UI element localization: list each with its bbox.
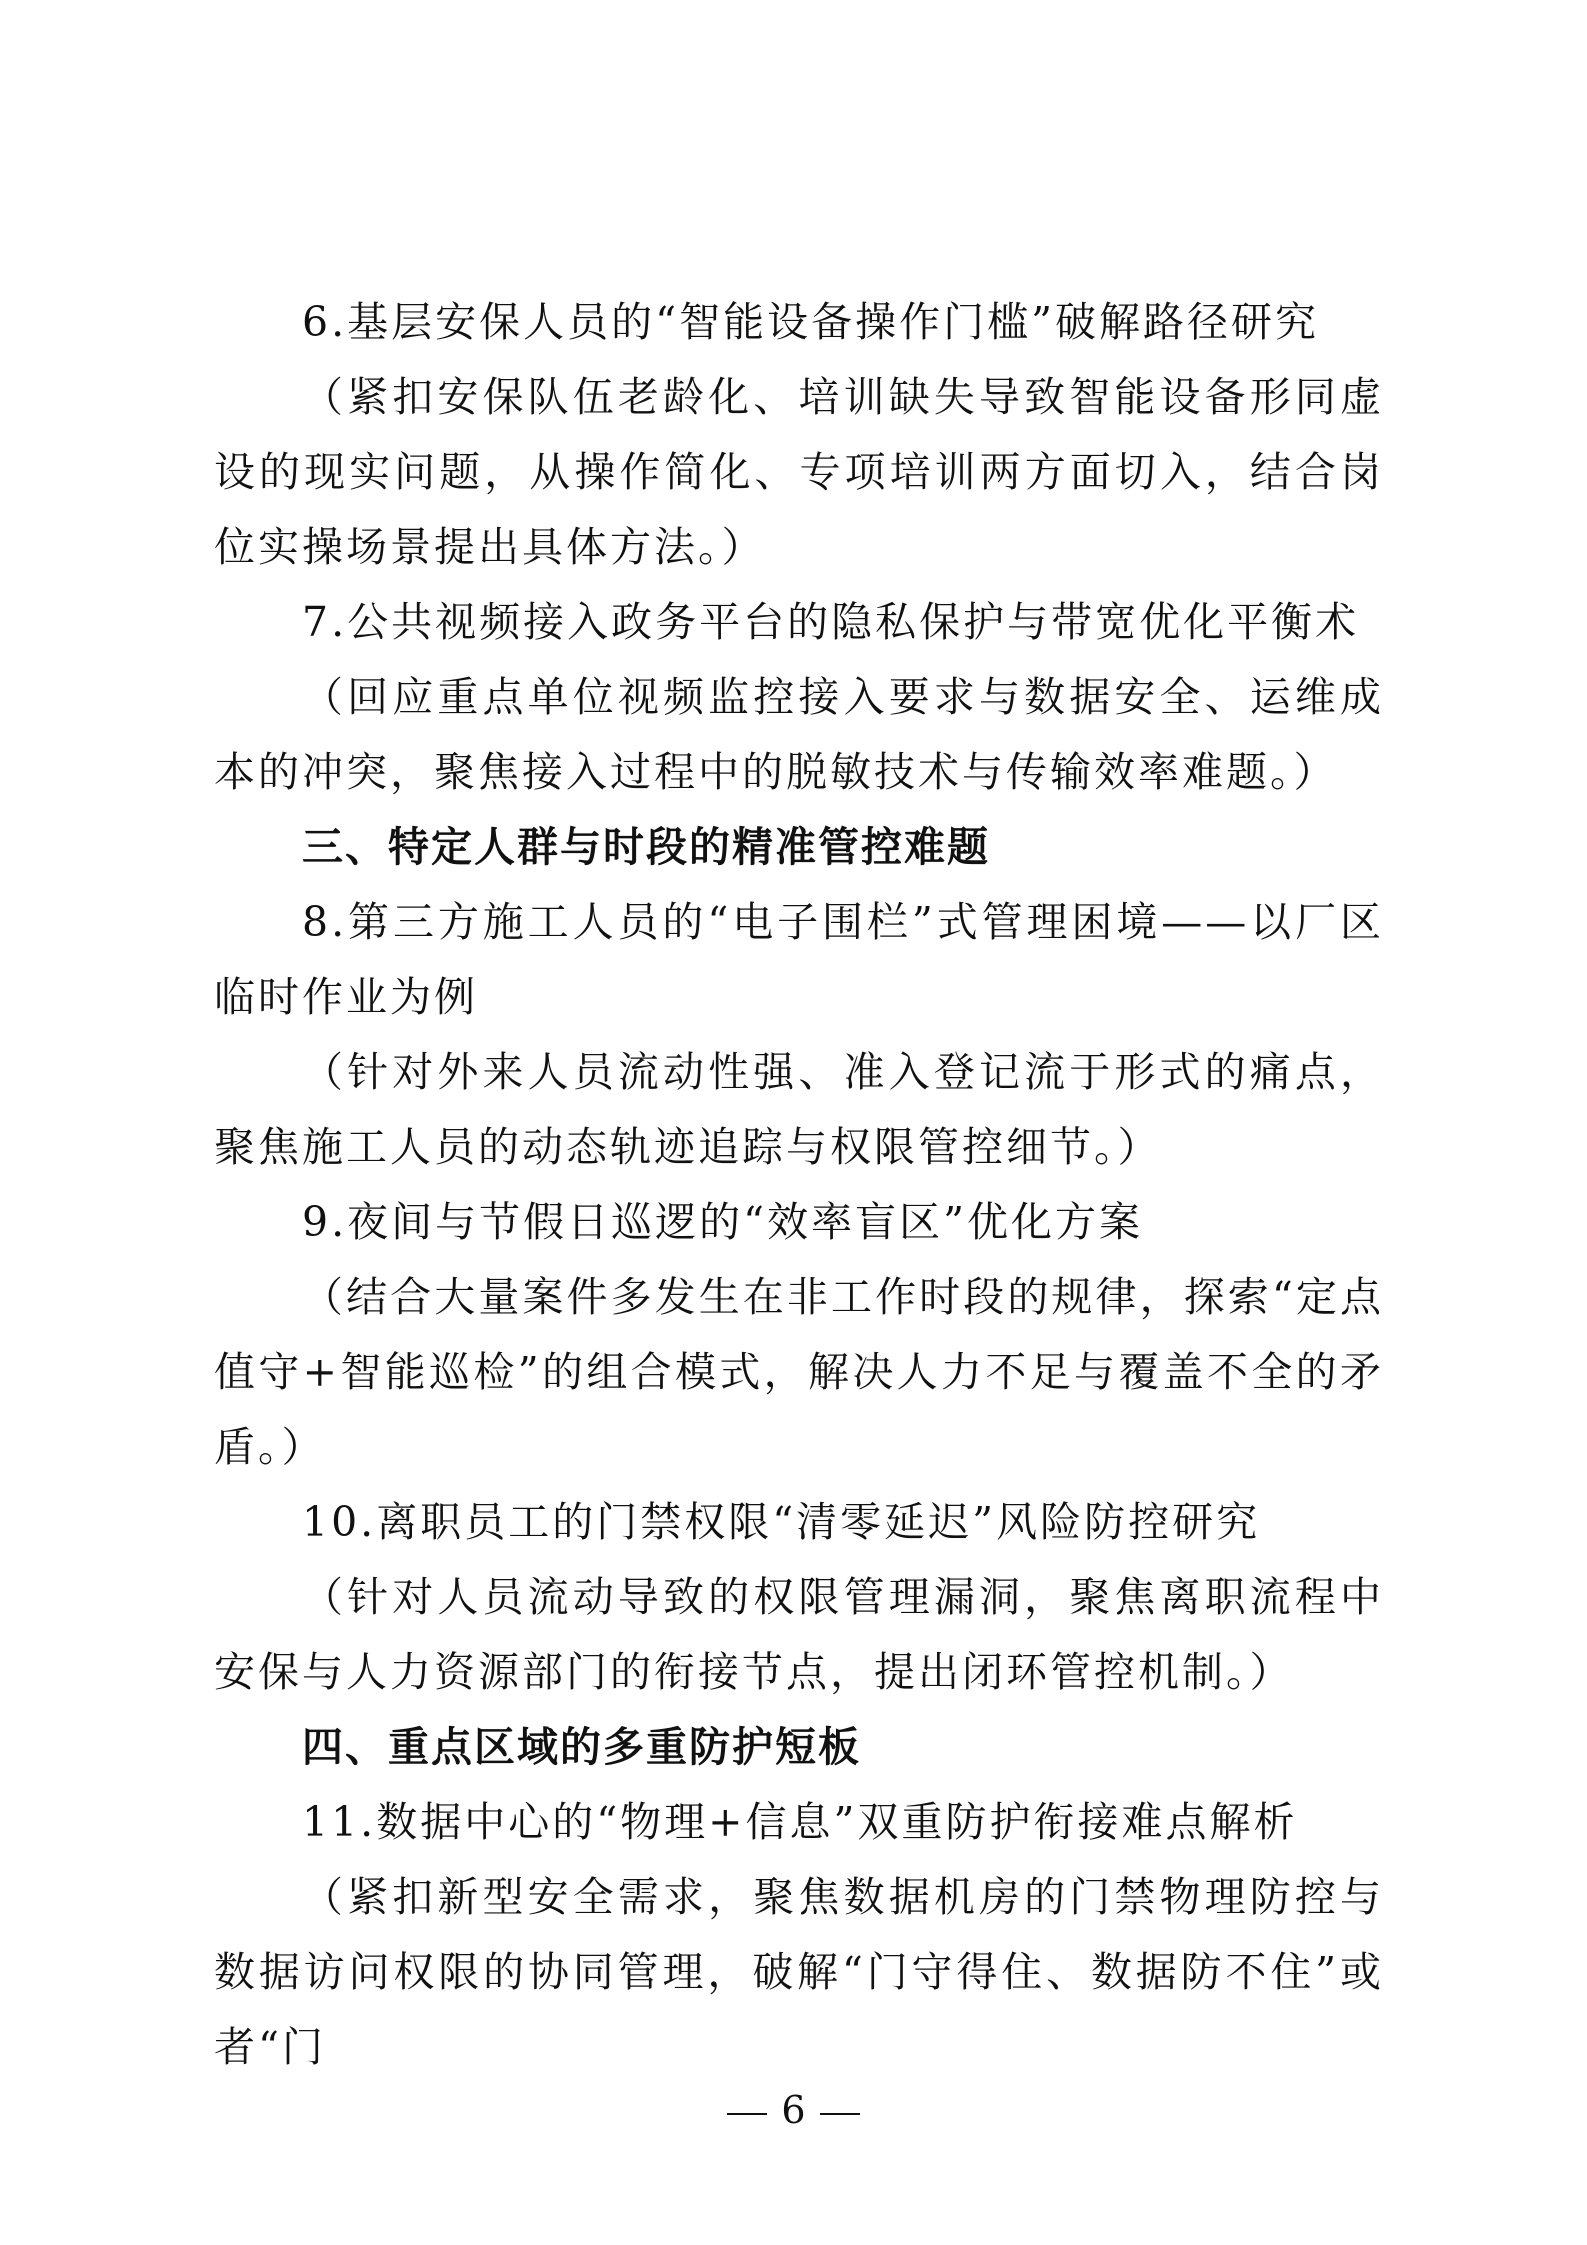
note-paragraph: （针对人员流动导致的权限管理漏洞，聚焦离职流程中安保与人力资源部门的衔接节点，提出闭环管控机制。） xyxy=(214,1573,1384,1696)
left-dash xyxy=(727,2113,767,2115)
note-paragraph: （回应重点单位视频监控接入要求与数据安全、运维成本的冲突，聚焦接入过程中的脱敏技术与传输效率难题。） xyxy=(214,673,1384,796)
note-paragraph: （结合大量案件多发生在非工作时段的规律，探索“定点值守+智能巡检”的组合模式，解决人力不足与覆盖不全的矛盾。） xyxy=(214,1273,1384,1471)
item-paragraph: 8.第三方施工人员的“电子围栏”式管理困境——以厂区临时作业为例 xyxy=(214,898,1384,1021)
right-dash xyxy=(820,2113,860,2115)
item-paragraph: 10.离职员工的门禁权限“清零延迟”风险防控研究 xyxy=(302,1498,1261,1546)
page-number: 6 xyxy=(781,2088,806,2132)
document-body xyxy=(214,285,1384,2085)
item-paragraph: 7.公共视频接入政务平台的隐私保护与带宽优化平衡术 xyxy=(302,598,1360,646)
section-heading: 三、特定人群与时段的精准管控难题 xyxy=(302,823,990,871)
item-paragraph: 6.基层安保人员的“智能设备操作门槛”破解路径研究 xyxy=(302,298,1320,346)
item-paragraph: 9.夜间与节假日巡逻的“效率盲区”优化方案 xyxy=(302,1198,1144,1246)
page-footer xyxy=(0,2085,1587,2135)
item-paragraph: 11.数据中心的“物理+信息”双重防护衔接难点解析 xyxy=(302,1798,1298,1846)
note-paragraph: （针对外来人员流动性强、准入登记流于形式的痛点，聚焦施工人员的动态轨迹追踪与权限管控细节。） xyxy=(214,1048,1384,1171)
note-paragraph: （紧扣安保队伍老龄化、培训缺失导致智能设备形同虚设的现实问题，从操作简化、专项培训两方面切入，结合岗位实操场景提出具体方法。） xyxy=(214,373,1384,571)
section-heading: 四、重点区域的多重防护短板 xyxy=(302,1723,861,1771)
note-paragraph: （紧扣新型安全需求，聚焦数据机房的门禁物理防控与数据访问权限的协同管理，破解“门守得住、数据防不住”或者“门 xyxy=(214,1873,1384,2071)
